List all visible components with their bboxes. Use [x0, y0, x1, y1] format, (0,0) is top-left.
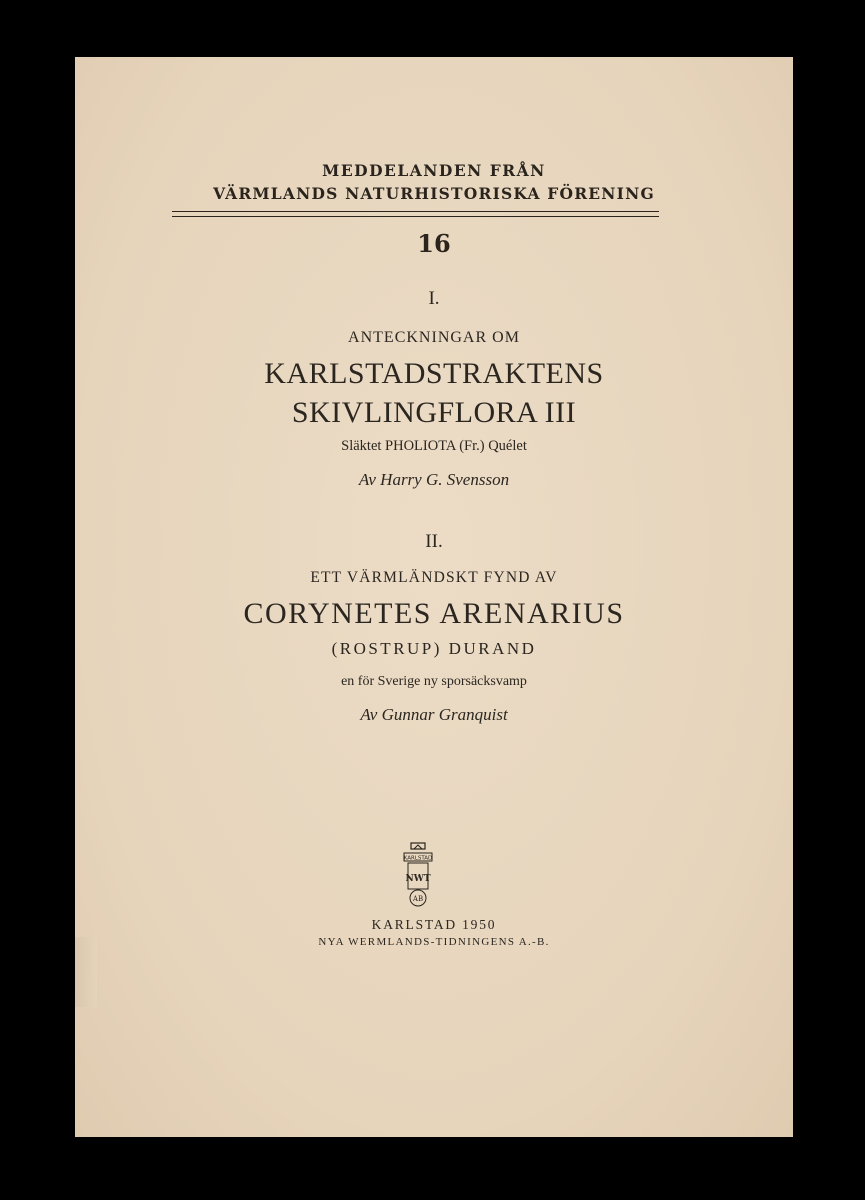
series-number: 16 — [417, 229, 451, 258]
part1-heading: ANTECKNINGAR OM — [348, 329, 520, 346]
part2-title: CORYNETES ARENARIUS — [243, 597, 625, 630]
part1-title-line2: SKIVLINGFLORA III — [291, 396, 577, 429]
imprint-publisher: NYA WERMLANDS-TIDNINGENS A.-B. — [318, 936, 550, 948]
publisher-logo-icon — [402, 841, 434, 909]
series-title-line2: VÄRMLANDS NATURHISTORISKA FÖRENING — [213, 184, 655, 203]
series-title-line1: MEDDELANDEN FRÅN — [322, 161, 546, 180]
part1-title-line1: KARLSTADSTRAKTENS — [264, 357, 604, 390]
logo-text-bottom: AB — [412, 895, 424, 903]
logo-text-top: KARLSTAD — [403, 855, 433, 862]
part1-author: Av Harry G. Svensson — [358, 470, 510, 489]
part2-description: en för Sverige ny sporsäcksvamp — [341, 674, 527, 689]
part2-numeral: II. — [425, 531, 443, 552]
logo-monogram: NWT — [405, 874, 431, 884]
booklet-cover — [75, 57, 793, 1137]
imprint-place-year: KARLSTAD 1950 — [371, 917, 497, 932]
part2-author: Av Gunnar Granquist — [360, 705, 508, 724]
part1-subtitle: Släktet PHOLIOTA (Fr.) Quélet — [341, 438, 527, 454]
double-rule-bottom — [172, 216, 659, 217]
part2-heading: ETT VÄRMLÄNDSKT FYND AV — [310, 569, 558, 586]
part2-subtitle: (ROSTRUP) DURAND — [331, 639, 537, 658]
part1-numeral: I. — [428, 288, 440, 309]
double-rule-top — [172, 211, 659, 212]
